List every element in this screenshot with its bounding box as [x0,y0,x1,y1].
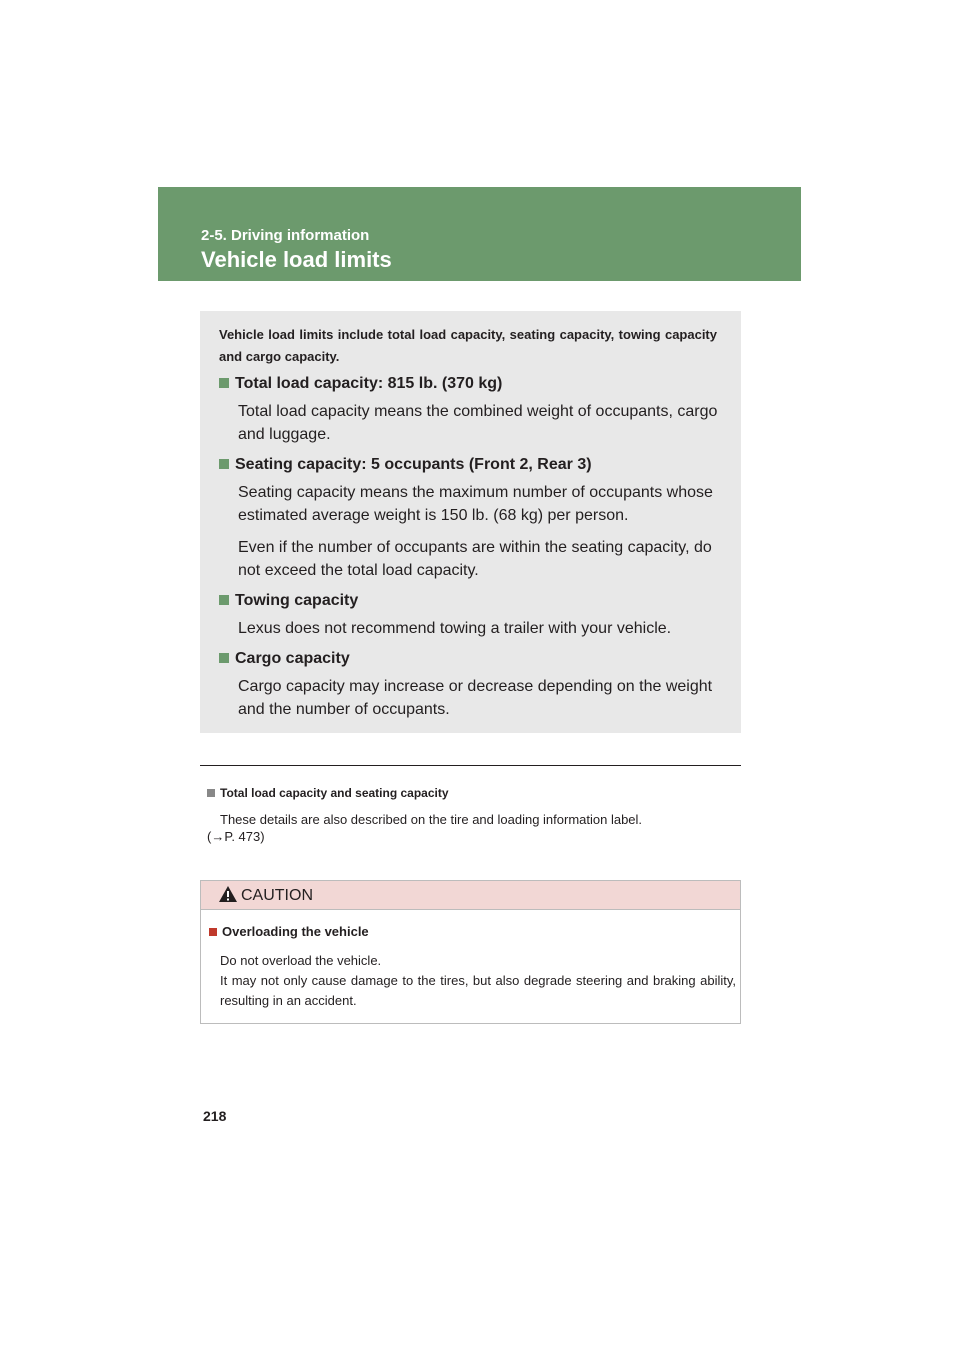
total-load-body: Total load capacity means the combined weight of occupants, cargo and luggage. [238,403,718,443]
section-label: 2-5. Driving information [201,227,370,244]
caution-header [201,881,740,910]
summary-intro: Vehicle load limits include total load capacity, seating capacity, towing capacity and cargo capacity. [219,327,717,364]
note-heading: Total load capacity and seating capacity [207,786,449,800]
total-load-heading: Total load capacity: 815 lb. (370 kg) [219,375,502,393]
towing-heading: Towing capacity [219,592,358,610]
caution-box [200,880,741,1024]
cargo-body: Cargo capacity may increase or decrease depending on the weight and the number of occupants. [238,678,713,718]
seating-body-1: Seating capacity means the maximum number of occupants whose estimated average weight is 150 lb. (68 kg) per person. [238,484,713,524]
caution-body: Do not overload the vehicle. It may not only cause damage to the tires, but also degrade steering and braking ability, resulting in an accident. [220,953,736,1008]
bullet-square-icon [209,928,217,936]
caution-heading: Overloading the vehicle [209,924,369,939]
bullet-square-icon [219,595,229,605]
divider [200,765,741,766]
warning-triangle-icon [218,885,238,903]
seating-body-2: Even if the number of occupants are within the seating capacity, do not exceed the total load capacity. [238,539,712,579]
page-title: Vehicle load limits [201,247,392,272]
caution-label: CAUTION [241,887,313,904]
bullet-square-icon [219,653,229,663]
summary-box [200,311,741,733]
section-header [158,187,801,281]
towing-body: Lexus does not recommend towing a trailer with your vehicle. [238,620,672,637]
note-body: These details are also described on the tire and loading information label. [220,812,643,827]
bullet-square-icon [219,378,229,388]
page-number: 218 [203,1108,227,1124]
seating-heading: Seating capacity: 5 occupants (Front 2, Rear 3) [219,456,592,474]
bullet-square-icon [207,789,215,797]
bullet-square-icon [219,459,229,469]
page-reference-link[interactable]: (→P. 473) [207,829,265,844]
cargo-heading: Cargo capacity [219,650,350,668]
